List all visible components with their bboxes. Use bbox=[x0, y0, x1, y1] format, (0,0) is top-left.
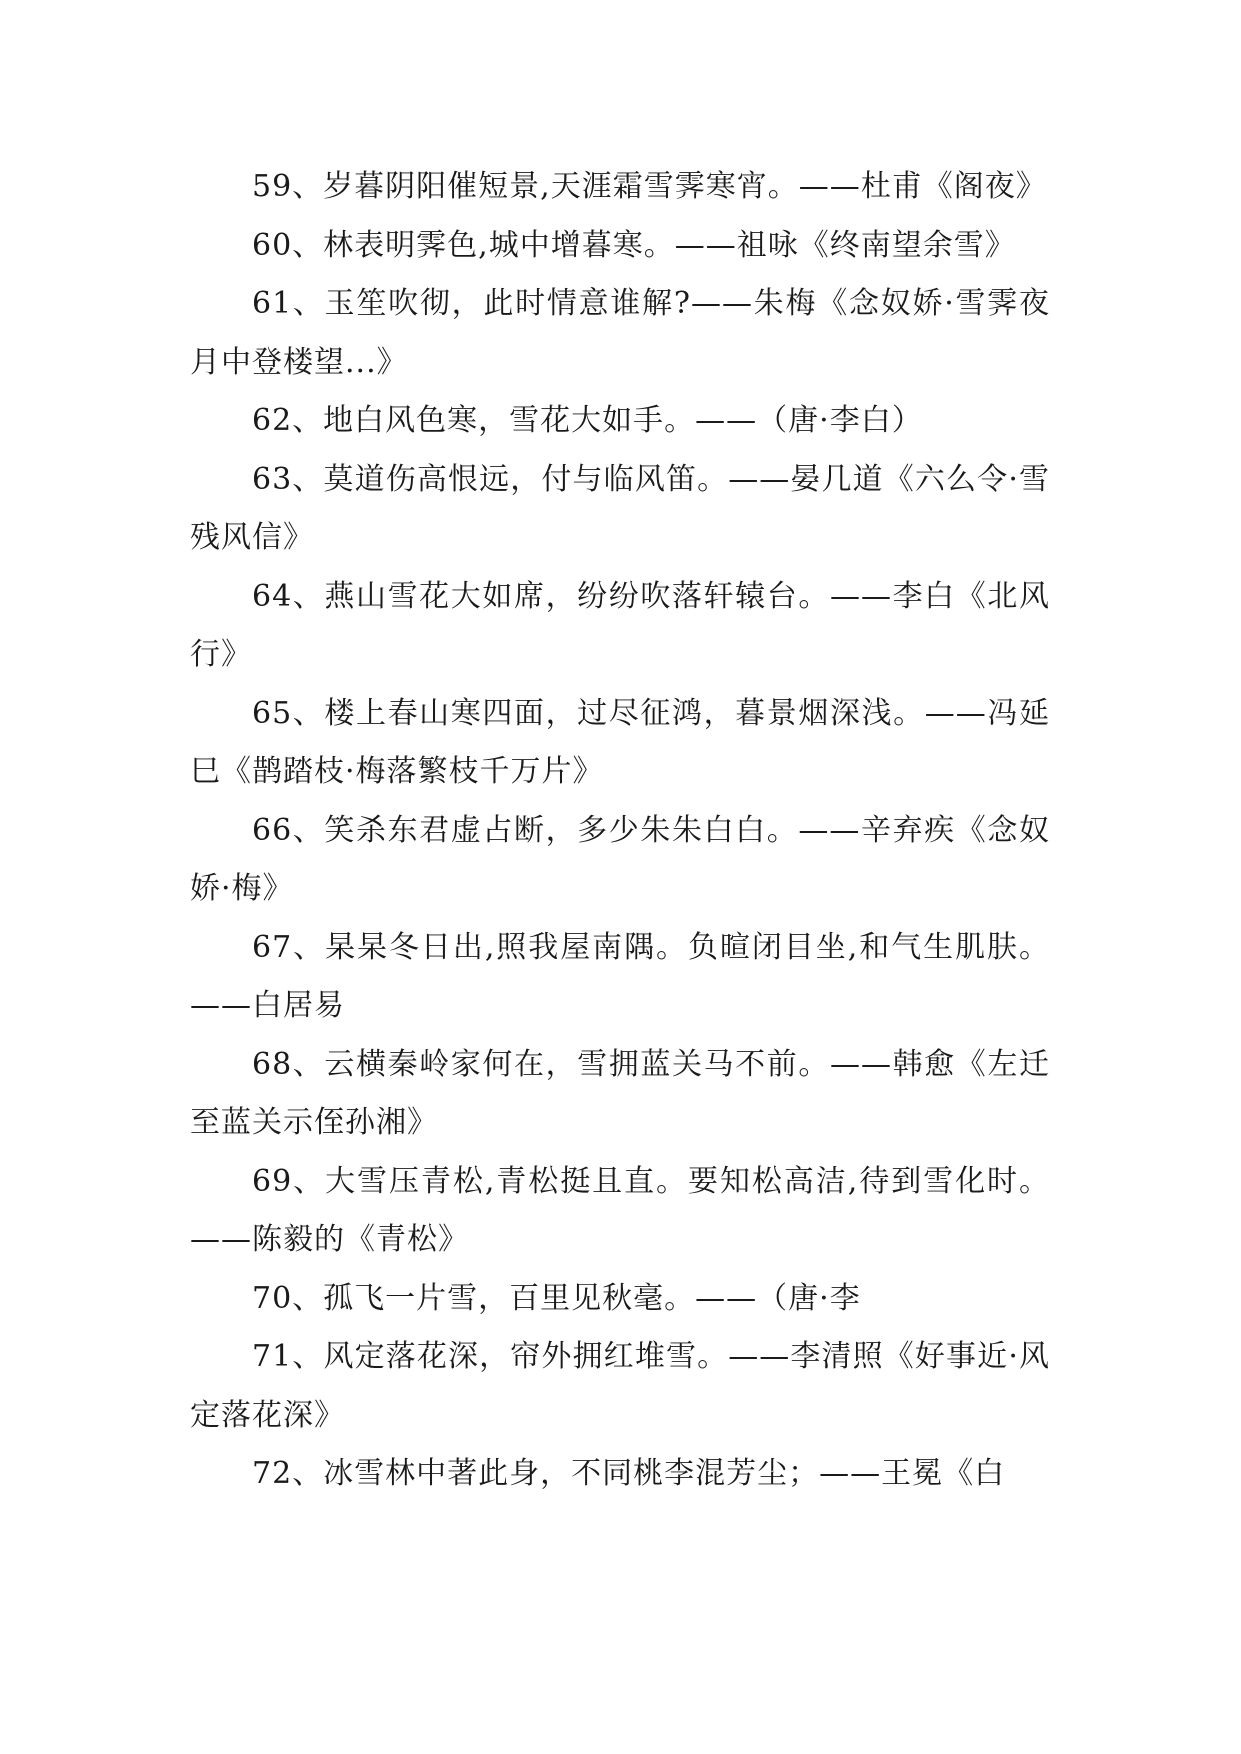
quote-paragraph-69: 69、大雪压青松,青松挺且直。要知松高洁,待到雪化时。——陈毅的《青松》 bbox=[190, 1163, 1050, 1257]
poem-quote-list bbox=[190, 158, 1050, 1504]
quote-paragraph-65: 65、楼上春山寒四面，过尽征鸿，暮景烟深浅。——冯延巳《鹊踏枝·梅落繁枝千万片》 bbox=[190, 695, 1050, 789]
quote-paragraph-60: 60、林表明霁色,城中增暮寒。——祖咏《终南望余雪》 bbox=[252, 227, 1016, 263]
quote-paragraph-70: 70、孤飞一片雪，百里见秋毫。——（唐·李 bbox=[252, 1280, 861, 1316]
quote-paragraph-59: 59、岁暮阴阳催短景,天涯霜雪霁寒宵。——杜甫《阁夜》 bbox=[252, 169, 1047, 204]
quote-paragraph-66: 66、笑杀东君虚占断，多少朱朱白白。——辛弃疾《念奴娇·梅》 bbox=[190, 812, 1050, 906]
quote-paragraph-62: 62、地白风色寒，雪花大如手。——（唐·李白） bbox=[252, 403, 923, 438]
quote-paragraph-68: 68、云横秦岭家何在，雪拥蓝关马不前。——韩愈《左迁至蓝关示侄孙湘》 bbox=[190, 1046, 1050, 1140]
quote-paragraph-63: 63、莫道伤高恨远，付与临风笛。——晏几道《六么令·雪残风信》 bbox=[190, 461, 1050, 555]
quote-paragraph-71: 71、风定落花深，帘外拥红堆雪。——李清照《好事近·风定落花深》 bbox=[190, 1339, 1050, 1433]
quote-paragraph-72: 72、冰雪林中著此身，不同桃李混芳尘；——王冕《白 bbox=[252, 1456, 1006, 1491]
quote-paragraph-67: 67、杲杲冬日出,照我屋南隅。负暄闭目坐,和气生肌肤。——白居易 bbox=[190, 929, 1050, 1023]
quote-paragraph-64: 64、燕山雪花大如席，纷纷吹落轩辕台。——李白《北风行》 bbox=[190, 578, 1050, 672]
quote-paragraph-61: 61、玉笙吹彻，此时情意谁解?——朱梅《念奴娇·雪霁夜月中登楼望...》 bbox=[190, 286, 1050, 380]
